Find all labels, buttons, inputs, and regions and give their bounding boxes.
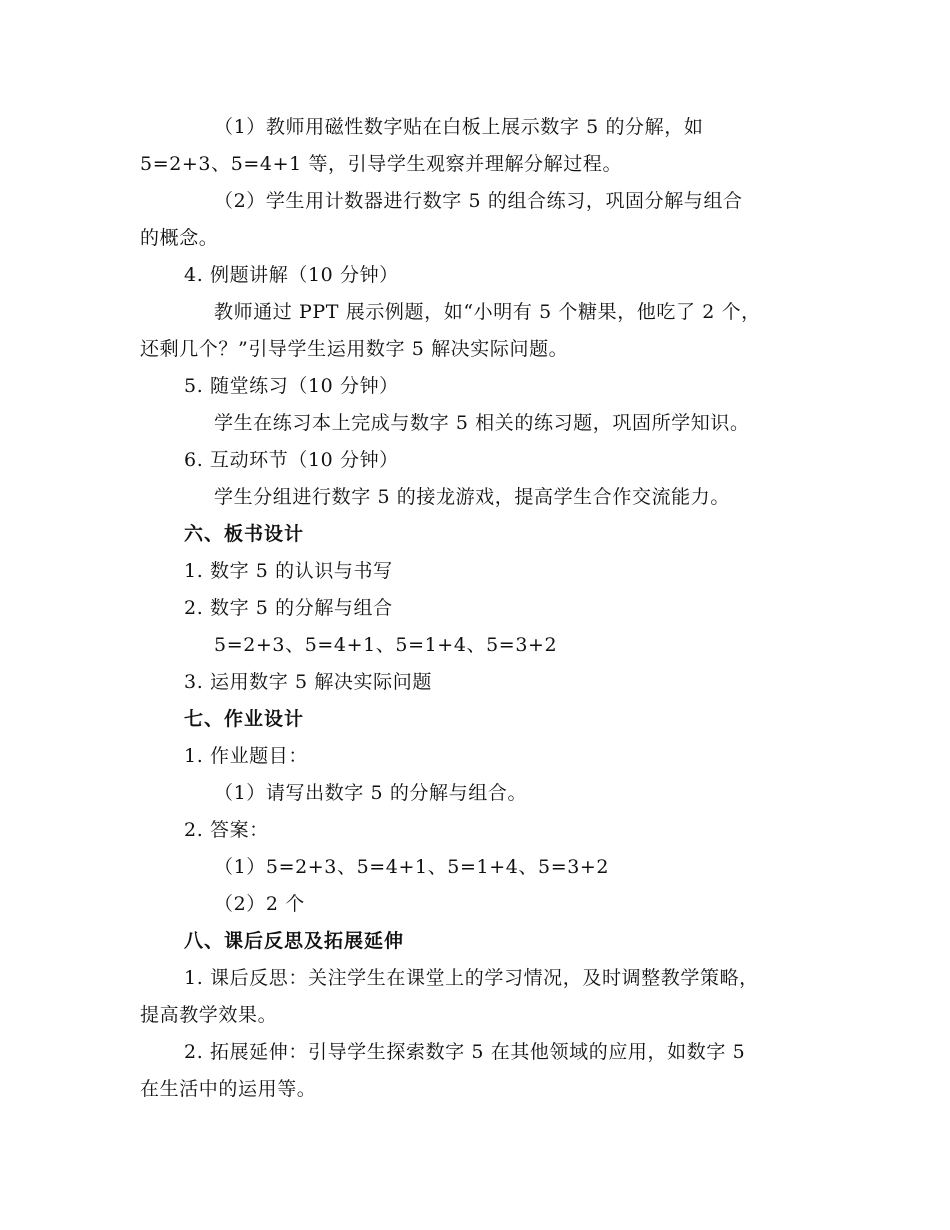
list-item: 2. 数字 5 的分解与组合	[184, 597, 393, 619]
section-heading: 七、作业设计	[184, 708, 305, 730]
paragraph-line: （2）学生用计数器进行数字 5 的组合练习，巩固分解与组合	[214, 190, 743, 212]
list-item: 2. 拓展延伸：引导学生探索数字 5 在其他领域的应用，如数字 5	[184, 1041, 746, 1063]
list-item: 3. 运用数字 5 解决实际问题	[184, 671, 432, 693]
paragraph-line: 还剩几个？”引导学生运用数字 5 解决实际问题。	[140, 338, 569, 360]
paragraph-line: （1）教师用磁性数字贴在白板上展示数字 5 的分解，如	[214, 116, 704, 138]
list-item-heading: 6. 互动环节（10 分钟）	[184, 449, 399, 471]
paragraph-line: （1）请写出数字 5 的分解与组合。	[214, 782, 528, 804]
paragraph-line: 学生在练习本上完成与数字 5 相关的练习题，巩固所学知识。	[214, 412, 750, 434]
paragraph-line: 教师通过 PPT 展示例题，如“小明有 5 个糖果，他吃了 2 个，	[214, 301, 761, 323]
list-item: 2. 答案：	[184, 819, 269, 841]
paragraph-line: （1）5=2+3、5=4+1、5=1+4、5=3+2	[214, 856, 610, 878]
paragraph-line: 在生活中的运用等。	[140, 1078, 317, 1100]
list-item: 1. 数字 5 的认识与书写	[184, 560, 393, 582]
paragraph-line: 5=2+3、5=4+1、5=1+4、5=3+2	[214, 634, 558, 656]
paragraph-line: 的概念。	[140, 227, 219, 249]
section-heading: 六、板书设计	[184, 523, 305, 545]
section-heading: 八、课后反思及拓展延伸	[184, 930, 405, 952]
list-item-heading: 5. 随堂练习（10 分钟）	[184, 375, 399, 397]
paragraph-line: （2）2 个	[214, 893, 305, 915]
paragraph-line: 学生分组进行数字 5 的接龙游戏，提高学生合作交流能力。	[214, 486, 730, 508]
paragraph-line: 5=2+3、5=4+1 等，引导学生观察并理解分解过程。	[140, 153, 623, 175]
list-item: 1. 课后反思：关注学生在课堂上的学习情况，及时调整教学策略，	[184, 967, 759, 989]
list-item: 1. 作业题目：	[184, 745, 308, 767]
paragraph-line: 提高教学效果。	[140, 1004, 278, 1026]
list-item-heading: 4. 例题讲解（10 分钟）	[184, 264, 399, 286]
